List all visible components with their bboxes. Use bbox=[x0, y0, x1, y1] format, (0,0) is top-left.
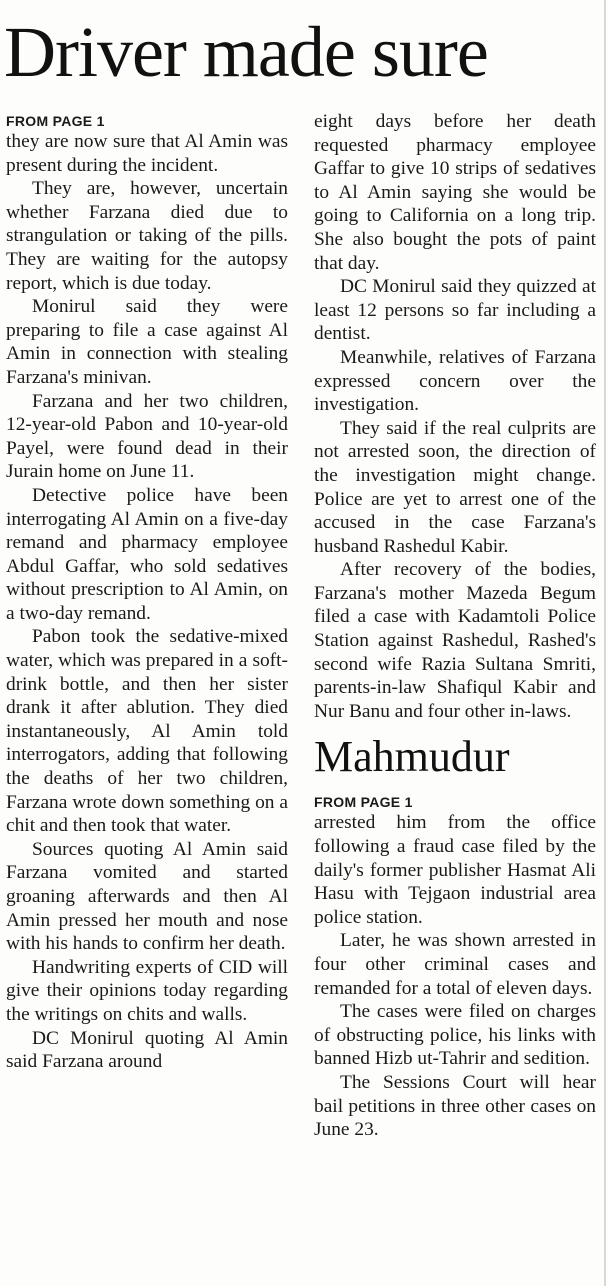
article-paragraph: arrested him from the office following a fraud case filed by the daily's former publisher Hasmat Ali Hasu with Tejgaon industrial area police station. bbox=[314, 812, 596, 928]
article-paragraph: Farzana and her two children, 12-year-old Pabon and 10-year-old Payel, were found dead in their Jurain home on June 11. bbox=[6, 390, 288, 483]
article-paragraph: The cases were filed on charges of obstructing police, his links with banned Hizb ut-Tahrir and sedition. bbox=[314, 1001, 596, 1070]
article-paragraph: eight days before her death requested pharmacy employee Gaffar to give 10 strips of sedatives to Al Amin saying she would be going to California on a long trip. She also bought the pots of paint that day. bbox=[314, 111, 596, 274]
article-paragraph: They said if the real culprits are not arrested soon, the direction of the investigation might change. Police are yet to arrest one of the accused in the case Farzana's husband Rashedul Kabir. bbox=[314, 417, 596, 557]
main-headline: Driver made sure bbox=[4, 12, 488, 92]
right-column bbox=[314, 110, 596, 1142]
second-story-kicker: FROM PAGE 1 bbox=[314, 794, 413, 811]
article-paragraph: Sources quoting Al Amin said Farzana vomited and started groaning afterwards and then Al Amin pressed her mouth and nose with his hands to confirm her death. bbox=[6, 838, 288, 955]
article-paragraph: Monirul said they were preparing to file a case against Al Amin in connection with stealing Farzana's minivan. bbox=[6, 296, 288, 388]
article-paragraph: Meanwhile, relatives of Farzana expressed concern over the investigation. bbox=[314, 346, 596, 416]
article-paragraph: The Sessions Court will hear bail petitions in three other cases on June 23. bbox=[314, 1071, 596, 1141]
second-headline: Mahmudur bbox=[314, 732, 510, 782]
article-paragraph: they are now sure that Al Amin was present during the incident. bbox=[6, 131, 288, 176]
article-paragraph: Detective police have been interrogating Al Amin on a five-day remand and pharmacy employee Abdul Gaffar, who sold sedatives without prescription to Al Amin, on a two-day remand. bbox=[6, 484, 288, 624]
left-column bbox=[6, 110, 288, 1074]
article-paragraph: DC Monirul said they quizzed at least 12 persons so far including a dentist. bbox=[314, 276, 596, 345]
article-paragraph: Pabon took the sedative-mixed water, which was prepared in a soft-drink bottle, and then her sister drank it after ablution. They died instantaneously, Al Amin told interrogators, adding that following the deaths of her two children, Farzana wrote down something on a chit and then took that water. bbox=[6, 626, 288, 837]
article-paragraph: Handwriting experts of CID will give their opinions today regarding the writings on chits and walls. bbox=[6, 956, 288, 1025]
article-paragraph: After recovery of the bodies, Farzana's mother Mazeda Begum filed a case with Kadamtoli Police Station against Rashedul, Rashed's second wife Razia Sultana Smriti, parents-in-law Shafiqul Kabir and Nur Banu and four other in-laws. bbox=[314, 559, 596, 722]
article-paragraph: DC Monirul quoting Al Amin said Farzana around bbox=[6, 1027, 288, 1073]
main-story-kicker: FROM PAGE 1 bbox=[6, 113, 105, 129]
article-paragraph: Later, he was shown arrested in four other criminal cases and remanded for a total of eleven days. bbox=[314, 930, 596, 999]
article-paragraph: They are, however, uncertain whether Farzana died due to strangulation or taking of the pills. They are waiting for the autopsy report, which is due today. bbox=[6, 178, 288, 294]
